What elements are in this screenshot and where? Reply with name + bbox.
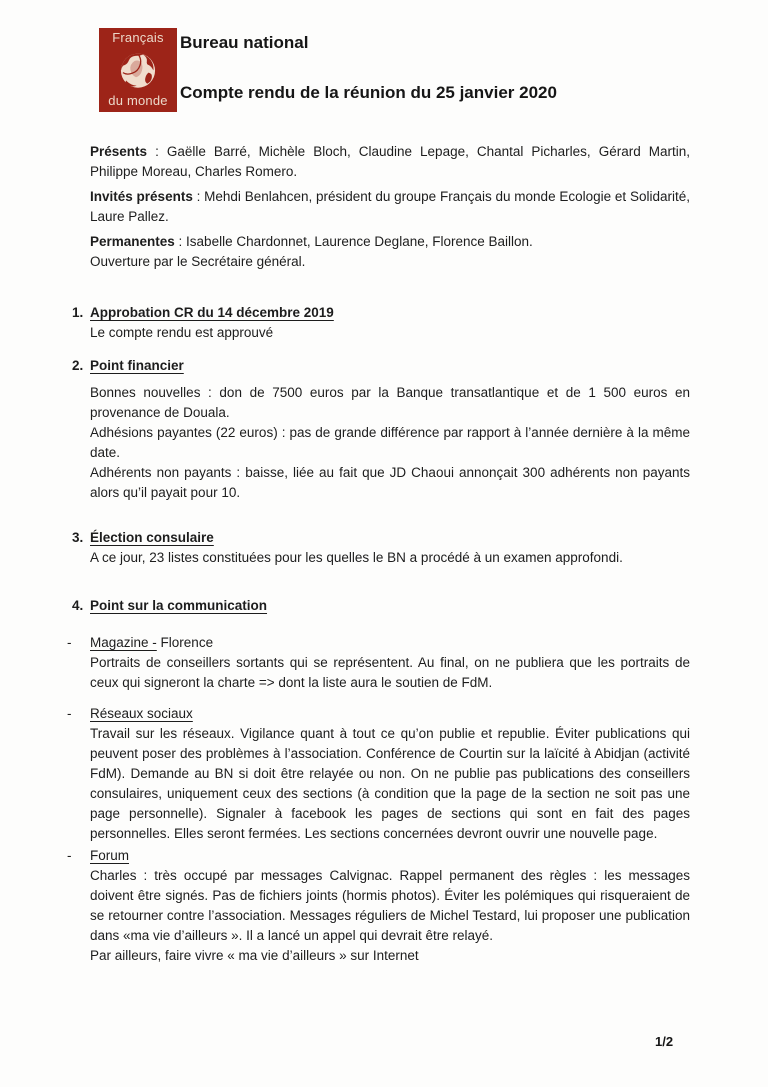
section-paragraph: Bonnes nouvelles : don de 7500 euros par la Banque transatlantique et de 1 500 euros en provenance de Douala.: [90, 385, 690, 420]
section-paragraph: Adhérents non payants : baisse, liée au fait que JD Chaoui annonçait 300 adhérents non payants alors qu’il payait pour 10.: [90, 465, 690, 500]
subsection-title: Magazine -: [90, 635, 157, 650]
subsection-heading-forum: [67, 846, 690, 866]
subsection-title-suffix: Florence: [156, 635, 214, 650]
section-number: 4.: [72, 598, 84, 613]
document-header: [0, 0, 768, 112]
attendance-invites: [90, 187, 690, 227]
section-heading-communication: [72, 596, 690, 616]
section-body: [90, 383, 690, 503]
subsection-body: [90, 866, 690, 966]
logo-text-bottom: du monde: [108, 93, 168, 108]
attendance-presents: [90, 142, 690, 182]
attendance-block: [90, 142, 690, 252]
doc-subtitle: Compte rendu de la réunion du 25 janvier 2020: [180, 83, 557, 102]
dash-bullet: -: [67, 848, 72, 863]
section-number: 1.: [72, 305, 84, 320]
subsection-paragraph: Portraits de conseillers sortants qui se représentent. Au final, on ne publiera que les portraits de ceux qui signeront la charte => dont la liste aura le soutien de FdM.: [90, 655, 690, 690]
subsection-paragraph: Charles : très occupé par messages Calvignac. Rappel permanent des règles : les messages doivent être signés. Pas de fichiers joints (hormis photos). Éviter les polémiques qui risqueraient de se retourner contre l’association. Messages réguliers de Michel Testard, lui proposer une publication dans «ma vie d’ailleurs ». Il a lancé un appel qui devrait être relayé.: [90, 868, 690, 943]
section-heading-approbation: [72, 303, 690, 323]
subsection-paragraph: Par ailleurs, faire vivre « ma vie d’ailleurs » sur Internet: [90, 948, 419, 963]
section-title: Approbation CR du 14 décembre 2019: [90, 305, 334, 320]
section-paragraph: A ce jour, 23 listes constituées pour les quelles le BN a procédé à un examen approfondi.: [90, 550, 623, 565]
document-body: [67, 142, 690, 966]
subsection-heading-reseaux-sociaux: [67, 704, 690, 724]
section-heading-election-consulaire: [72, 528, 690, 548]
section-title: Point sur la communication: [90, 598, 268, 613]
attendance-permanentes: [90, 232, 690, 252]
section-number: 2.: [72, 358, 84, 373]
section-paragraph: Adhésions payantes (22 euros) : pas de grande différence par rapport à l’année dernière à la même date.: [90, 425, 690, 460]
subsection-title: Forum: [90, 848, 130, 863]
doc-title: Bureau national: [180, 33, 309, 52]
permanentes-names: : Isabelle Chardonnet, Laurence Deglane, Florence Baillon.: [174, 234, 533, 249]
subsection-heading-magazine: [67, 633, 690, 653]
section-title: Point financier: [90, 358, 184, 373]
section-title: Élection consulaire: [90, 530, 214, 545]
logo-text-top: Français: [112, 30, 164, 45]
subsection-paragraph: Travail sur les réseaux. Vigilance quant à tout ce qu’on publie et republie. Éviter publications qui peuvent poser des problèmes à l’association. Conférence de Courtin sur la laïcité à Abidjan (activité FdM). Demande au BN si doit être relayée ou non. On ne publie pas publications des conseillers consulaires, uniquement ceux des sections (à condition que la page de la section ne soit pas une page personnelle). Signaler à facebook les pages de sections qui sont en fait des pages personnelles. Elles seront fermées. Les sections concernées devront ouvrir une nouvelle page.: [90, 726, 690, 841]
header-titles: [180, 28, 557, 103]
subsection-title: Réseaux sociaux: [90, 706, 193, 721]
globe-icon: [117, 49, 159, 91]
page-number: 1/2: [655, 1034, 674, 1049]
presents-names: : Gaëlle Barré, Michèle Bloch, Claudine Lepage, Chantal Picharles, Gérard Martin, Philippe Moreau, Charles Romero.: [90, 144, 690, 179]
section-paragraph: Le compte rendu est approuvé: [90, 325, 274, 340]
dash-bullet: -: [67, 706, 72, 721]
permanentes-label: Permanentes: [90, 234, 175, 249]
section-heading-point-financier: [72, 356, 690, 376]
francais-du-monde-logo: [99, 28, 177, 112]
section-number: 3.: [72, 530, 84, 545]
invites-names: : Mehdi Benlahcen, président du groupe Français du monde Ecologie et Solidarité, Laure Pallez.: [90, 189, 690, 224]
dash-bullet: -: [67, 635, 72, 650]
presents-label: Présents: [90, 144, 148, 159]
opening-line: Ouverture par le Secrétaire général.: [90, 254, 306, 269]
invites-label: Invités présents: [90, 189, 193, 204]
